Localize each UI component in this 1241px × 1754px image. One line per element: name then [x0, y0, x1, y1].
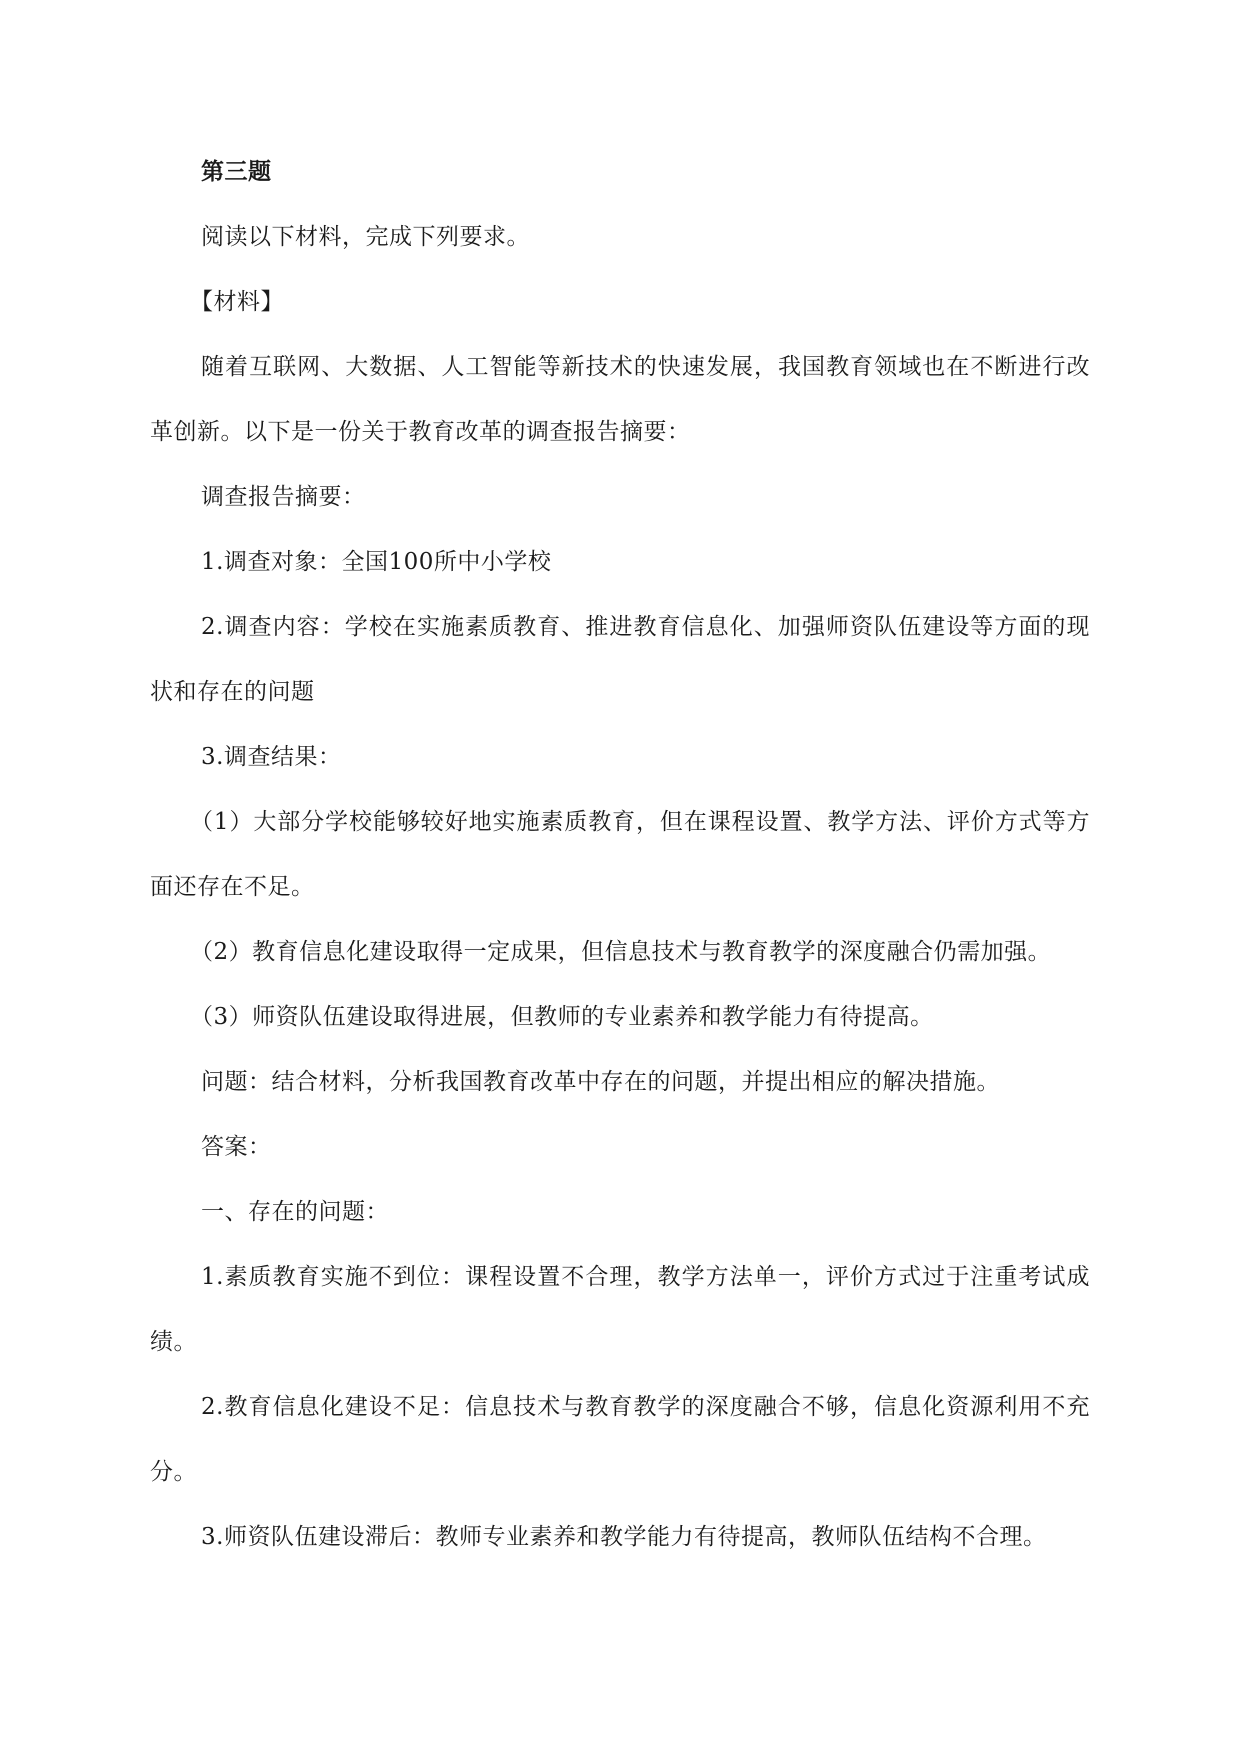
- survey-object: 1.调查对象：全国100所中小学校: [201, 549, 552, 575]
- answer-label: 答案：: [201, 1134, 272, 1160]
- summary-label: 调查报告摘要：: [201, 484, 366, 510]
- survey-result-1: （1）大部分学校能够较好地实施素质教育，但在课程设置、教学方法、评价方式等方面还存在不足。: [150, 809, 1090, 900]
- instruction-text: 阅读以下材料，完成下列要求。: [201, 224, 530, 250]
- question-title: 第三题: [201, 159, 272, 185]
- material-intro: 随着互联网、大数据、人工智能等新技术的快速发展，我国教育领域也在不断进行改革创新。以下是一份关于教育改革的调查报告摘要：: [150, 354, 1090, 445]
- problem-3: 3.师资队伍建设滞后：教师专业素养和教学能力有待提高，教师队伍结构不合理。: [201, 1524, 1047, 1550]
- question-text: 问题：结合材料，分析我国教育改革中存在的问题，并提出相应的解决措施。: [201, 1069, 1000, 1095]
- material-label: 【材料】: [190, 289, 284, 315]
- problem-1: 1.素质教育实施不到位：课程设置不合理，教学方法单一，评价方式过于注重考试成绩。: [150, 1264, 1090, 1355]
- survey-result-2: （2）教育信息化建设取得一定成果，但信息技术与教育教学的深度融合仍需加强。: [190, 939, 1052, 965]
- problems-heading: 一、存在的问题：: [201, 1199, 389, 1225]
- survey-content: 2.调查内容：学校在实施素质教育、推进教育信息化、加强师资队伍建设等方面的现状和存在的问题: [150, 614, 1090, 705]
- document-body: [150, 140, 1090, 1570]
- problem-2: 2.教育信息化建设不足：信息技术与教育教学的深度融合不够，信息化资源利用不充分。: [150, 1394, 1090, 1485]
- survey-result-3: （3）师资队伍建设取得进展，但教师的专业素养和教学能力有待提高。: [190, 1004, 934, 1030]
- survey-results-label: 3.调查结果：: [201, 744, 342, 770]
